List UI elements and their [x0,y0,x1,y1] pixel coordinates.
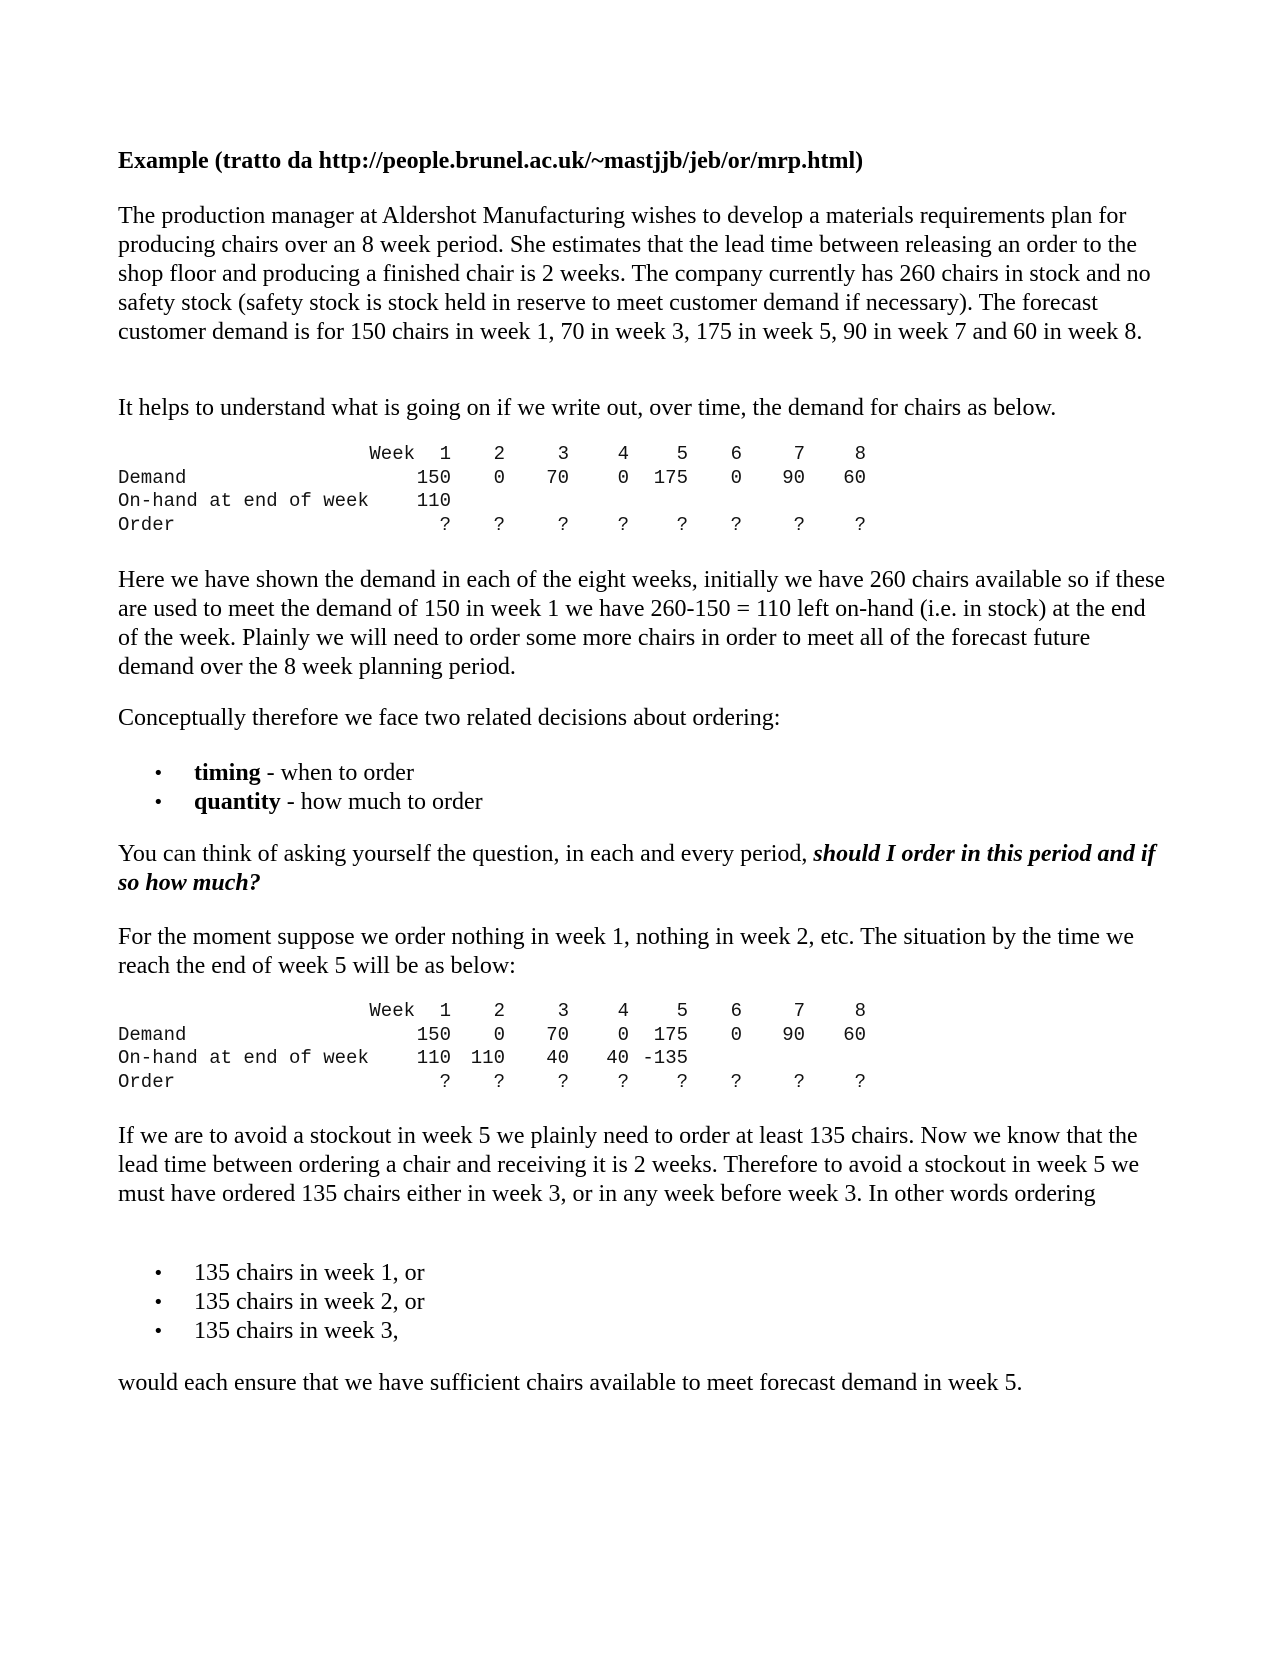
list-item [118,759,483,788]
table-cell: ? [854,1070,866,1093]
table-cell: 90 [782,1023,805,1046]
week-number: 5 [676,443,688,465]
intro-paragraph: The production manager at Aldershot Manufacturing wishes to develop a materials requirements plan for producing chairs over an 8 week period. She estimates that the lead time between releasing an order to the shop floor and producing a finished chair is 2 weeks. The company currently has 260 chairs in stock and no safety stock (safety stock is stock held in reserve to meet customer demand if necessary). The forecast customer demand is for 150 chairs in week 1, 70 in week 3, 175 in week 5, 90 in week 7 and 60 in week 8. [118,203,1151,345]
table-cell: 175 [653,1023,688,1046]
table-cell: 0 [493,466,505,489]
table-cell: 0 [730,1023,742,1046]
question-paragraph [118,840,1168,898]
table-cell: ? [730,1070,742,1093]
order-options-list [118,1259,425,1346]
table-cell: 70 [546,466,569,489]
week-number: 7 [793,1000,805,1022]
decision-term: timing [194,760,261,786]
decision-term: quantity [194,789,281,815]
question-emphasis: should I order in this period and if so how much? [118,841,1156,896]
table-cell: ? [617,513,629,536]
table-cell: ? [557,513,569,536]
table-cell: ? [557,1070,569,1093]
table-cell: 0 [493,1023,505,1046]
table-cell: 0 [617,466,629,489]
table-cell: ? [676,1070,688,1093]
table-cell: -135 [642,1047,688,1069]
question-lead-text: You can think of asking yourself the question, in each and every period, [118,841,814,867]
week-number: 8 [854,1000,866,1022]
table-cell: ? [854,513,866,536]
week-number: 3 [557,1000,569,1022]
table-cell: 110 [416,1047,451,1069]
row-label: On-hand at end of week [118,490,369,512]
week-number: 5 [676,1000,688,1022]
list-item: • 135 chairs in week 3, [118,1317,425,1346]
week-number: 2 [493,1000,505,1022]
decisions-list [118,759,483,817]
table-cell: ? [793,1070,805,1093]
table-cell: 70 [546,1023,569,1046]
table-cell: 60 [843,1023,866,1046]
week-header-label: Week [369,1000,415,1022]
week-number: 2 [493,443,505,465]
decision-desc: - when to order [260,760,414,786]
table-cell: ? [439,1070,451,1093]
list-item: • 135 chairs in week 2, or [118,1288,425,1317]
table-cell: ? [439,513,451,536]
decision-desc: - how much to order [280,789,483,815]
table-cell: ? [793,513,805,536]
row-label: Order [118,1070,176,1093]
conclusion-paragraph: would each ensure that we have sufficient chairs available to meet forecast demand in week 5. [118,1370,1023,1396]
table-cell: ? [676,513,688,536]
decisions-intro-paragraph: Conceptually therefore we face two related decisions about ordering: [118,705,781,731]
table-cell: ? [617,1070,629,1093]
table-cell: 150 [416,466,451,489]
table-cell: 150 [416,1023,451,1046]
list-item [118,788,483,817]
row-label: Demand [118,466,187,489]
week-number: 7 [793,443,805,465]
page-title: Example (tratto da http://people.brunel.ac.uk/~mastjjb/jeb/or/mrp.html) [118,148,864,174]
stockout-paragraph: If we are to avoid a stockout in week 5 we plainly need to order at least 135 chairs. Now we know that the lead time between ordering a chair and receiving it is 2 weeks. Therefore to avoid a stockout in week 5 we must have ordered 135 chairs either in week 3, or in any week before week 3. In other words ordering [118,1123,1140,1207]
week-number: 1 [439,1000,451,1022]
week-number: 4 [617,443,629,465]
table-cell: 40 [606,1047,629,1069]
table-cell: 110 [470,1047,505,1069]
table-cell: 0 [730,466,742,489]
table-cell: ? [730,513,742,536]
table-cell: 90 [782,466,805,489]
table-cell: 60 [843,466,866,489]
week-number: 3 [557,443,569,465]
list-item: • 135 chairs in week 1, or [118,1259,425,1288]
table-cell: 0 [617,1023,629,1046]
table-cell: 40 [546,1047,569,1069]
row-label: Demand [118,1023,187,1046]
week-number: 6 [730,443,742,465]
table-cell: ? [493,1070,505,1093]
demand-intro-paragraph: It helps to understand what is going on if we write out, over time, the demand for chairs as below. [118,395,1057,421]
row-label: On-hand at end of week [118,1047,369,1069]
week-number: 1 [439,443,451,465]
row-label: Order [118,513,176,536]
explanation-paragraph: Here we have shown the demand in each of the eight weeks, initially we have 260 chairs available so if these are used to meet the demand of 150 in week 1 we have 260-150 = 110 left on-hand (i.e. in stock) at the end of the week. Plainly we will need to order some more chairs in order to meet all of the forecast future demand over the 8 week planning period. [118,567,1165,680]
table-cell: 175 [653,466,688,489]
week-header-label: Week [369,443,415,465]
table-cell: 110 [416,490,451,512]
table-cell: ? [493,513,505,536]
scenario-paragraph: For the moment suppose we order nothing in week 1, nothing in week 2, etc. The situation by the time we reach the end of week 5 will be as below: [118,924,1135,979]
week-number: 4 [617,1000,629,1022]
week-number: 6 [730,1000,742,1022]
week-number: 8 [854,443,866,465]
